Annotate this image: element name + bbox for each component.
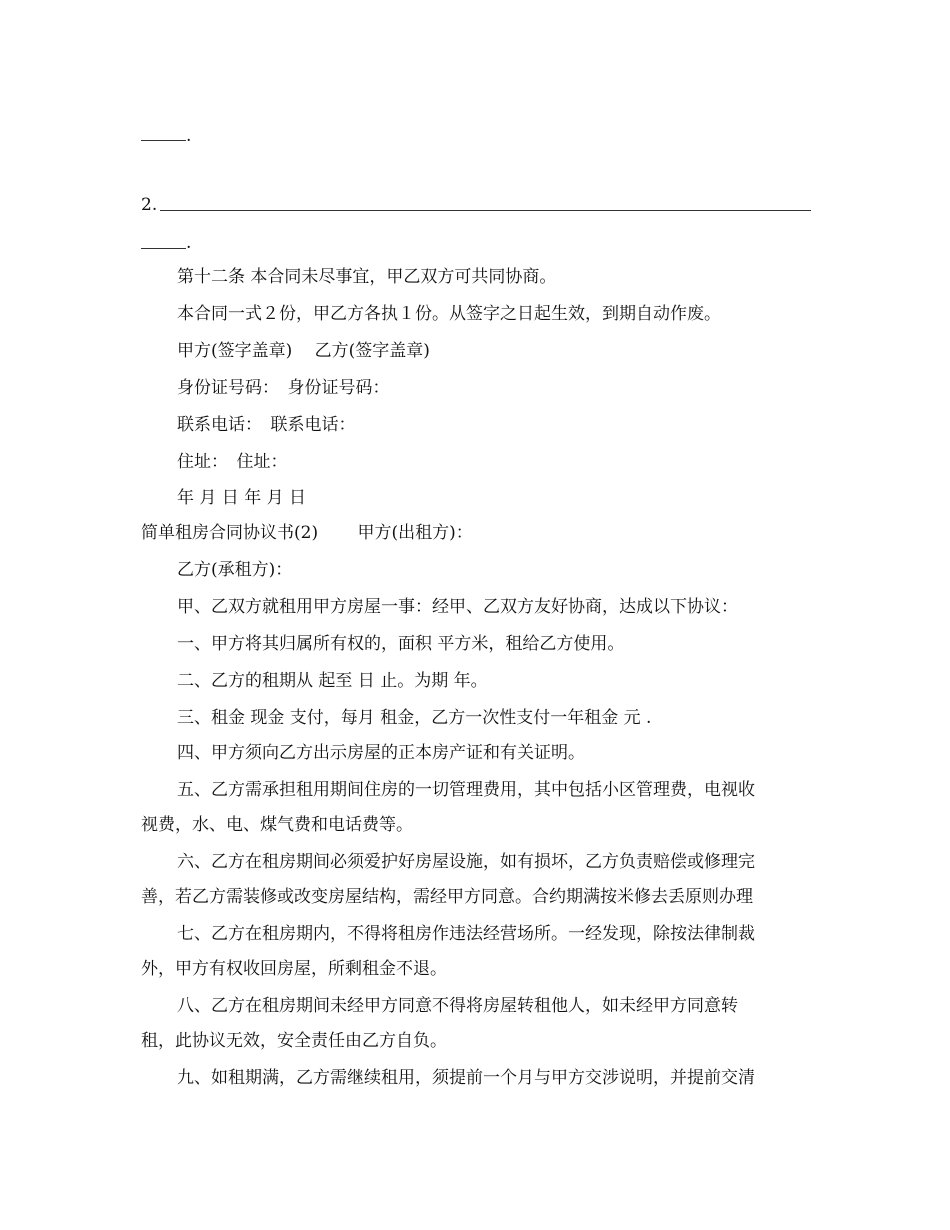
- date-line: 年 月 日 年 月 日: [177, 488, 307, 508]
- contract-title-line: 简单租房合同协议书(2) 甲方(出租方)：: [141, 523, 473, 543]
- party-b-line: 乙方(承租方)：: [177, 560, 293, 580]
- blank-underline-1: [141, 140, 186, 141]
- clause-4: 四、甲方须向乙方出示房屋的正本房产证和有关证明。: [177, 743, 585, 763]
- clause-3: 三、租金 现金 支付，每月 租金，乙方一次性支付一年租金 元 .: [177, 708, 652, 728]
- clause-8-line-1: 八、乙方在租房期间未经甲方同意不得将房屋转租他人，如未经甲方同意转: [177, 996, 738, 1016]
- article-12: 第十二条 本合同未尽事宜，甲乙双方可共同协商。: [177, 267, 557, 287]
- clause-2: 二、乙方的租期从 起至 日 止。为期 年。: [177, 671, 488, 691]
- clause-1: 一、甲方将其归属所有权的，面积 平方米，租给乙方使用。: [177, 634, 625, 654]
- clause-7-line-2: 外，甲方有权收回房屋，所剩租金不退。: [141, 959, 447, 979]
- signature-line: 甲方(签字盖章) 乙方(签字盖章): [177, 341, 430, 361]
- address-line: 住址： 住址：: [177, 452, 288, 472]
- clause-6-line-1: 六、乙方在租房期间必须爱护好房屋设施，如有损坏，乙方负责赔偿或修理完: [177, 852, 755, 872]
- agreement-intro: 甲、乙双方就租用甲方房屋一事：经甲、乙双方友好协商，达成以下协议：: [177, 597, 738, 617]
- clause-8-line-2: 租，此协议无效，安全责任由乙方自负。: [141, 1031, 447, 1051]
- blank-end-2: .: [186, 233, 192, 253]
- clause-5-line-1: 五、乙方需承担租用期间住房的一切管理费用，其中包括小区管理费，电视收: [177, 780, 755, 800]
- copies-note: 本合同一式２份，甲乙方各执１份。从签字之日起生效，到期自动作废。: [177, 304, 721, 324]
- clause-9-line-1: 九、如租期满，乙方需继续租用，须提前一个月与甲方交涉说明，并提前交清: [177, 1068, 755, 1088]
- clause-7-line-1: 七、乙方在租房期内，不得将租房作违法经营场所。一经发现，除按法律制裁: [177, 924, 755, 944]
- item-2-label: 2.: [141, 195, 158, 215]
- clause-6-line-2: 善，若乙方需装修或改变房屋结构，需经甲方同意。合约期满按米修去丢原则办理: [141, 887, 753, 907]
- clause-5-line-2: 视费，水、电、煤气费和电话费等。: [141, 815, 413, 835]
- id-number-line: 身份证号码： 身份证号码：: [177, 378, 390, 398]
- blank-underline-2: [160, 210, 811, 211]
- phone-line: 联系电话： 联系电话：: [177, 415, 356, 435]
- blank-end-1: .: [186, 126, 192, 146]
- blank-underline-3: [141, 248, 186, 249]
